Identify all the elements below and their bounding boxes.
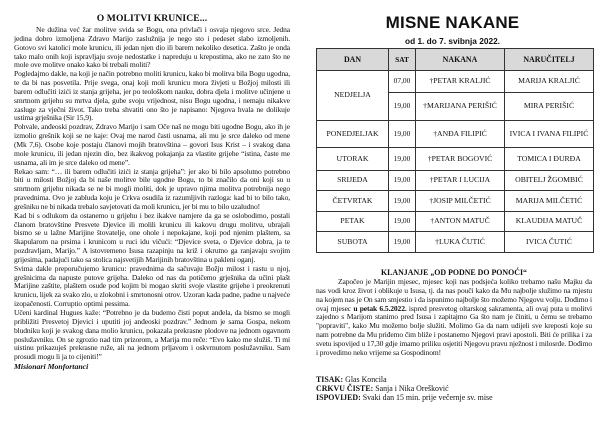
cell-time: 19,00 [389, 148, 416, 171]
cell-requester: IVICA I IVANA FILIPIĆ [505, 121, 594, 148]
cell-intention: †ANTON MATUČ [416, 212, 505, 232]
article-title: O MOLITVI KRUNICE... [96, 13, 208, 24]
article-rosary [14, 10, 290, 371]
info-label: CRKVU ČISTE: [316, 383, 374, 393]
adoration-text [316, 278, 592, 358]
info-label: TISAK: [316, 374, 344, 384]
cell-time: 19,00 [389, 121, 416, 148]
cell-requester: OBITELJ ŽGOMBIĆ [505, 171, 594, 191]
header-time: SAT [389, 49, 416, 71]
cell-requester: TOMICA I ĐURĐA [505, 148, 594, 171]
cell-requester: MARIJA KRALJIĆ [505, 71, 594, 93]
table-row [317, 212, 594, 232]
adoration-section [316, 268, 592, 402]
table-row [317, 171, 594, 191]
cell-intention: †ANĐA FILIPIĆ [416, 121, 505, 148]
table-row [317, 121, 594, 148]
article-paragraph: Svima dakle preporučujemo krunicu: pravednima da sačuvaju Božju milost i rastu u njoj, grešnicima da napuste putove grijeha. Daleko od nas da potičemo grješnika da učini plašt Marijine zaštite, plaštem osude pod kojim bi mogao skriti svoje vlastite grijehe i preokrenuti krunicu, lijek za svako zlo, u zlokobni i smrtonosni otrov. Uzoran kada padne, padne u najveće izopačenosti. Corruptio optimi pessima. [14, 263, 290, 309]
info-label: ISPOVIJED: [316, 393, 361, 403]
article-paragraph: Ne dužina već žar molitve svida se Bogu, ona privlači i osvaja njegovo srce. Jedna jedina dobro izmoljena Zdravo Marijo zaslužnija je nego sto i pedeset slabo izmoljenih. Gotovo svi katolici mole krunicu, ili jedan njen dio ili barem nekoliko desetica. Zašto je onda tako malo onih koji ispravljaju svoje nedostatke i napreduju u krepostima, ako ne zato što ne mole ove molitve onako kako bi trebali moliti? [14, 25, 290, 70]
cell-time: 19,00 [389, 171, 416, 191]
cell-requester: MARIJA MILČETIĆ [505, 191, 594, 212]
cell-day: SUBOTA [317, 232, 389, 253]
mass-intentions-table [316, 48, 594, 253]
cell-intention: †PETAR I LUCIJA [416, 171, 505, 191]
cell-day: SRIJEDA [317, 171, 389, 191]
header-intention: NAKANA [416, 49, 505, 71]
cell-day: NEDJELJA [317, 71, 389, 121]
mass-intentions-title: MISNE NAKANE [385, 13, 520, 32]
article-paragraph: Učeni kardinal Hugues kaže: “Potrebno je da budemo čisti poput anđela, da bismo se mogli približiti Presvetoj Djevici i uputiti joj anđeoski pozdrav.” Jednom je sama Gospa, nekom bludniku koji je svakog dana molio krunicu, pokazala prekrasne plodove na jednom ogavnom poslužavniku. On se zgrozio nad tim prizorom, a Marija mu reče: “Evo kako me služiš. Ti mi uistinu prikazuješ prekrasne ruže, ali na jednom prljavom i oskvrnutom poslužavniku. Sam prosudi mogu li ja to cijeniti!” [14, 308, 290, 362]
cell-time: 19,00 [389, 212, 416, 232]
table-row [317, 232, 594, 253]
article-signature: Misionari Monfortanci [14, 362, 89, 372]
cell-intention: †LUKA ČUTIĆ [416, 232, 505, 253]
parish-info [316, 375, 592, 403]
cell-requester: KLAUDIJA MATUČ [505, 212, 594, 232]
table-header-row [317, 49, 594, 71]
cell-intention: †MARIJANA PERIŠIĆ [416, 93, 505, 121]
mass-intentions-date-range: od 1. do 7. svibnja 2022. [405, 36, 500, 46]
adoration-date: u petak 6.5.2022. [353, 303, 407, 313]
article-paragraph: Pogledajmo dakle, na koji je način potrebno moliti krunicu, kako bi molitva bila Bogu ugodna, te da bi nas posvetila. Prije svega, onaj koji moli krunicu mora živjeti u Božjoj milosti ili barem odlučiti izići iz stanja grijeha, jer po teološkom nauku, dobra djela i molitve učinjene u smrtnom grijehu su mrtva djela, gube svoju vrijednost, nisu Bogu ugodna, i nemaju nikakve zasluge za vječni život. Tako treba shvatiti ono što je napisano: Njegova hvala ne dolikuje ustima grješnika (Sir 15,9). [14, 69, 290, 123]
adoration-text-part: Započeo je Marijin mjesec, mjesec koji nas podsjeća koliko trebamo našu Majku da nas vodi kroz život i oblikuje u Isusa, tj. da nas pouči kako da Mu najbolje služimo na mjestu na kojem nas je On sam smjestio i da ispunimo najbolje što možemo Njegovu volju. Dođimo i ovaj mjesec [316, 277, 592, 313]
header-requester: NARUČITELJ [505, 49, 594, 71]
article-paragraph: Rekao sam: “… ili barem odlučiti izići iz stanja grijeha”: jer ako bi bilo apsolutno potrebno biti u milosti Božjoj da bi naše molitve bile ugodne Bogu, to bi značilo da oni koji su u smrtnom grijehu nikada se ne bi mogli moliti, dok je upravo njima molitva potrebnija nego pravednima. Ovo je zabluda koju je Crkva osudila iz razumljivih razloga: kad bi to bilo tako, grešniku ne bi nikada trebalo savjetovati da moli krunicu, jer bi mu to bilo uzaludno! [14, 166, 290, 211]
article-paragraph: Pohvale, anđeoski pozdrav, Zdravo Marijo i sam Oče naš ne mogu biti ugodne Bogu, ako ih je izmolio grešnik koji se ne kaje: Ovaj me narod časti usnama, ali mu je srce daleko od mene (Mk 7,6). Osobe koje postaju članovi mojih bratovština – govori Isus Krist – i svakog dana mole krunicu, ili jedan njezin dio, bez ikakvog pokajanja za vlastite grijehe “istina, časte me usnama, ali im je srce daleko od mene”. [14, 122, 290, 167]
header-day: DAN [317, 49, 389, 71]
info-value: Glas Koncila [343, 374, 387, 384]
info-value: Svaki dan 15 min. prije večernje sv. mise [360, 393, 493, 403]
cell-requester: MIRA PERIŠIĆ [505, 93, 594, 121]
cell-intention: †PETAR KRALJIĆ [416, 71, 505, 93]
cell-requester: IVICA ČUTIĆ [505, 232, 594, 253]
adoration-title: KLANJANJE „OD PODNE DO PONOĆI“ [381, 268, 527, 277]
table-row [317, 191, 594, 212]
cell-time: 19,00 [389, 191, 416, 212]
cell-intention: †PETAR BOGOVIĆ [416, 148, 505, 171]
cell-day: UTORAK [317, 148, 389, 171]
info-cleaning [316, 384, 592, 393]
adoration-text-part: ispred presvetog oltarskog sakramenta, ali ovaj puta u molitvi zajedno s Marijom stanimo pred Isusa i zapitajmo Ga što nam je činiti, u čemu se trebamo "popraviti", kako Mu možemo bolje služiti. Molimo Ga da nam udijeli sve kreposti koje su nam potrebne da Mu priđemo čim bliže i postanemo Njegovi pravi apostoli. Biti će prilika i za svetu ispovijed u 17,30 gdje imamo priliku osjetiti Njegovu pravu nježnost i milosrđe. Dođimo i provedimo neko vrijeme sa Gospodinom! [316, 303, 592, 357]
cell-day: ČETVRTAK [317, 191, 389, 212]
table-row [317, 148, 594, 171]
cell-day: PETAK [317, 212, 389, 232]
article-paragraph: Kad bi s odlukom da ostanemo u grijehu i bez ikakve namjere da ga se oslobodimo, postali članom bratovštine Presvete Djevice ili molili krunicu ili kakovu drugu molitvu, ubrajali bismo se u lažne Marijine štovatelje, one ohole i nepokajane, koji pod njenim plaštem, sa škapularom na prsima i krunicom u ruci idu vičući: “Djevice sveta, o Djevice dobra, ja te pozdravljam, Marijo.” A istovremeno Isusa razapinju na križ i okrutno ga ranjavaju svojim grijesima, padajući tako sa stolica najsvetijih Marijinih bratovština u pakleni oganj. [14, 210, 290, 264]
cell-time: 19,00 [389, 232, 416, 253]
cell-day: PONEDJELJAK [317, 121, 389, 148]
cell-time: 19,00 [389, 93, 416, 121]
table-row [317, 71, 594, 93]
cell-time: 07,00 [389, 71, 416, 93]
info-confession [316, 393, 592, 402]
cell-intention: †JOSIP MILČETIĆ [416, 191, 505, 212]
info-value: Sanja i Nika Orešković [373, 383, 449, 393]
info-print [316, 375, 592, 384]
